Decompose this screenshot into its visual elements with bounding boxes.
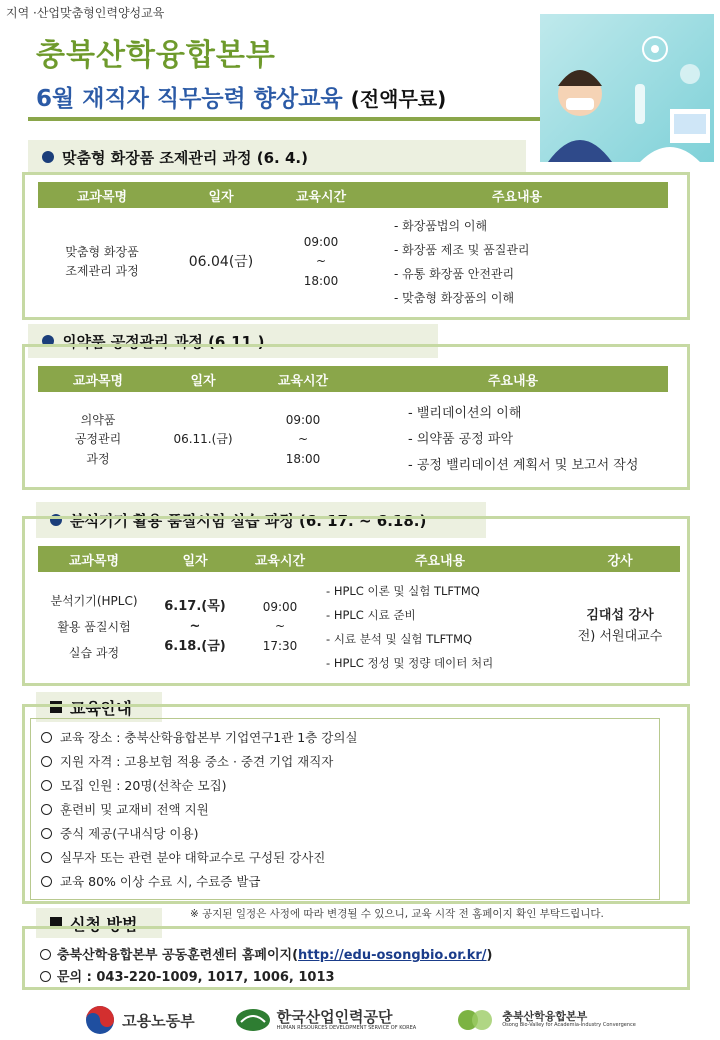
course3-date-start: 6.17.(목)	[164, 599, 226, 614]
title-underline	[28, 117, 540, 121]
course1-time-start: 09:00	[303, 235, 339, 250]
list-item: - HPLC 이론 및 실험 TLFTMQ	[326, 579, 560, 603]
course1-time-end: 18:00	[303, 273, 339, 288]
category-tag: 지역 ·산업맞춤형인력양성교육	[6, 6, 165, 20]
list-item: - 밸리데이션의 이해	[408, 401, 668, 427]
course1-header-date: 일자	[166, 182, 276, 208]
course1-table	[38, 182, 668, 316]
list-item: - 공정 밸리데이션 계획서 및 보고서 작성	[408, 453, 668, 479]
moel-name: 고용노동부	[122, 1011, 195, 1030]
course2-header-name: 교과목명	[38, 366, 158, 392]
list-item: - 화장품법의 이해	[394, 214, 668, 238]
circle-bullet-icon	[41, 732, 52, 743]
cbiuc-name: 충북산학융합본부	[502, 1010, 588, 1024]
apply-line-1-prefix: 충북산학융합본부 공동훈련센터 홈페이지(	[57, 948, 299, 963]
course1-heading	[28, 140, 526, 174]
course3-date	[150, 572, 240, 682]
course3-time	[240, 572, 320, 682]
circle-bullet-icon	[41, 780, 52, 791]
list-item: - 맞춤형 화장품의 이해	[394, 286, 668, 310]
guide-line	[31, 821, 659, 845]
course1-header-content: 주요내용	[366, 182, 668, 208]
course3-date-sep: ~	[189, 619, 201, 634]
course2-date: 06.11.(금)	[173, 432, 233, 447]
guide-line-text: 교육 장소 : 충북산학융합본부 기업연구1관 1층 강의실	[60, 730, 358, 745]
course1-time-sep: ~	[315, 254, 327, 269]
hrdk-logo	[235, 1008, 417, 1032]
course2-time-start: 09:00	[285, 413, 321, 428]
course1-header-name: 교과목명	[38, 182, 166, 208]
course3-name: 분석기기(HPLC) 활용 품질시험 실습 과정	[50, 594, 138, 660]
bullet-icon	[42, 151, 54, 163]
footer-logos	[0, 1000, 720, 1040]
course3-date-end: 6.18.(금)	[164, 639, 226, 654]
course2-name: 의약품 공정관리 과정	[74, 413, 122, 466]
course2-header-content: 주요내용	[358, 366, 668, 392]
course3-instructor	[560, 572, 680, 682]
course1-items	[366, 208, 668, 316]
course2-header-time: 교육시간	[248, 366, 358, 392]
course3-time-sep: ~	[274, 619, 286, 634]
guide-line	[31, 845, 659, 869]
cbiuc-name-en: Osong Bio-Valley for Academia-Industry Convergence	[502, 1022, 636, 1029]
guide-line	[31, 869, 659, 893]
guide-box	[30, 718, 660, 900]
list-item: - HPLC 정성 및 정량 데이터 처리	[326, 651, 560, 675]
guide-line	[31, 797, 659, 821]
guide-line	[31, 773, 659, 797]
course3-table	[38, 546, 680, 682]
apply-line-1	[40, 944, 492, 963]
course1-name: 맞춤형 화장품 조제관리 과정	[65, 244, 139, 278]
course3-items	[320, 572, 560, 682]
course3-header-instructor: 강사	[560, 546, 680, 572]
guide-line-text: 지원 자격 : 고용보험 적용 중소 · 중견 기업 재직자	[60, 754, 334, 769]
apply-line-1-suffix: )	[486, 948, 493, 963]
circle-bullet-icon	[40, 949, 51, 960]
hero-illustration	[540, 14, 714, 162]
guide-heading-text: 교육안내	[70, 698, 132, 718]
course2-time-end: 18:00	[285, 451, 321, 466]
course3-header-name: 교과목명	[38, 546, 150, 572]
page-subtitle	[36, 80, 446, 113]
instructor-title: 전) 서원대교수	[577, 629, 663, 644]
page-title: 충북산학융합본부	[36, 38, 276, 73]
instructor-name: 김대섭 강사	[586, 608, 654, 624]
circle-bullet-icon	[41, 876, 52, 887]
course2-heading-text: 의약품 공정관리 과정 (6.11.)	[62, 332, 265, 351]
circle-bullet-icon	[41, 828, 52, 839]
list-item: - HPLC 시료 준비	[326, 603, 560, 627]
homepage-link[interactable]: http://edu-osongbio.or.kr/	[298, 948, 487, 963]
course3-time-start: 09:00	[262, 600, 298, 615]
cbiuc-logo	[456, 1006, 636, 1034]
course1-header-time: 교육시간	[276, 182, 366, 208]
hrdk-emblem-icon	[235, 1008, 271, 1032]
list-item: - 의약품 공정 파악	[408, 427, 668, 453]
apply-line-2	[40, 966, 335, 985]
list-item: - 유통 화장품 안전관리	[394, 262, 668, 286]
moel-logo	[84, 1004, 194, 1036]
list-item: - 화장품 제조 및 품질관리	[394, 238, 668, 262]
contact-text: 문의 : 043-220-1009, 1017, 1006, 1013	[57, 970, 335, 985]
course2-time-sep: ~	[297, 432, 309, 447]
schedule-note: ※ 공지된 일정은 사정에 따라 변경될 수 있으니, 교육 시작 전 홈페이지 확인 부탁드립니다.	[190, 908, 604, 920]
course3-header-content: 주요내용	[320, 546, 560, 572]
circle-bullet-icon	[41, 804, 52, 815]
guide-line-text: 훈련비 및 교재비 전액 지원	[60, 802, 209, 817]
subtitle-main: 6월 재직자 직무능력 향상교육	[36, 86, 343, 112]
circle-bullet-icon	[41, 756, 52, 767]
course1-date: 06.04(금)	[188, 253, 254, 270]
course3-header-time: 교육시간	[240, 546, 320, 572]
course2-items	[358, 392, 668, 488]
circle-bullet-icon	[40, 971, 51, 982]
course1-time	[276, 208, 366, 316]
hrdk-name-en: HUMAN RESOURCES DEVELOPMENT SERVICE OF KOREA	[276, 1024, 417, 1031]
course3-time-end: 17:30	[262, 638, 298, 653]
course3-heading-text: 분석기기 활용 품질시험 실습 과정 (6. 17. ~ 6.18.)	[70, 511, 427, 530]
subtitle-free: (전액무료)	[350, 87, 447, 111]
list-item: - 시료 분석 및 실험 TLFTMQ	[326, 627, 560, 651]
course2-time	[248, 392, 358, 488]
guide-line-text: 중식 제공(구내식당 이용)	[60, 826, 199, 841]
apply-heading-text: 신청 방법	[70, 914, 138, 934]
guide-line-text: 교육 80% 이상 수료 시, 수료증 발급	[60, 874, 261, 889]
guide-line-text: 실무자 또는 관련 분야 대학교수로 구성된 강사진	[60, 850, 326, 865]
course3-header-date: 일자	[150, 546, 240, 572]
hrdk-name: 한국산업인력공단	[276, 1008, 393, 1026]
circle-bullet-icon	[41, 852, 52, 863]
course2-header-date: 일자	[158, 366, 248, 392]
taegeuk-icon	[84, 1004, 116, 1036]
cbiuc-emblem-icon	[456, 1006, 496, 1034]
course2-table	[38, 366, 668, 488]
guide-line	[31, 749, 659, 773]
guide-line-text: 모집 인원 : 20명(선착순 모집)	[60, 778, 227, 793]
guide-line	[31, 725, 659, 749]
course1-heading-text: 맞춤형 화장품 조제관리 과정 (6. 4.)	[62, 148, 308, 167]
